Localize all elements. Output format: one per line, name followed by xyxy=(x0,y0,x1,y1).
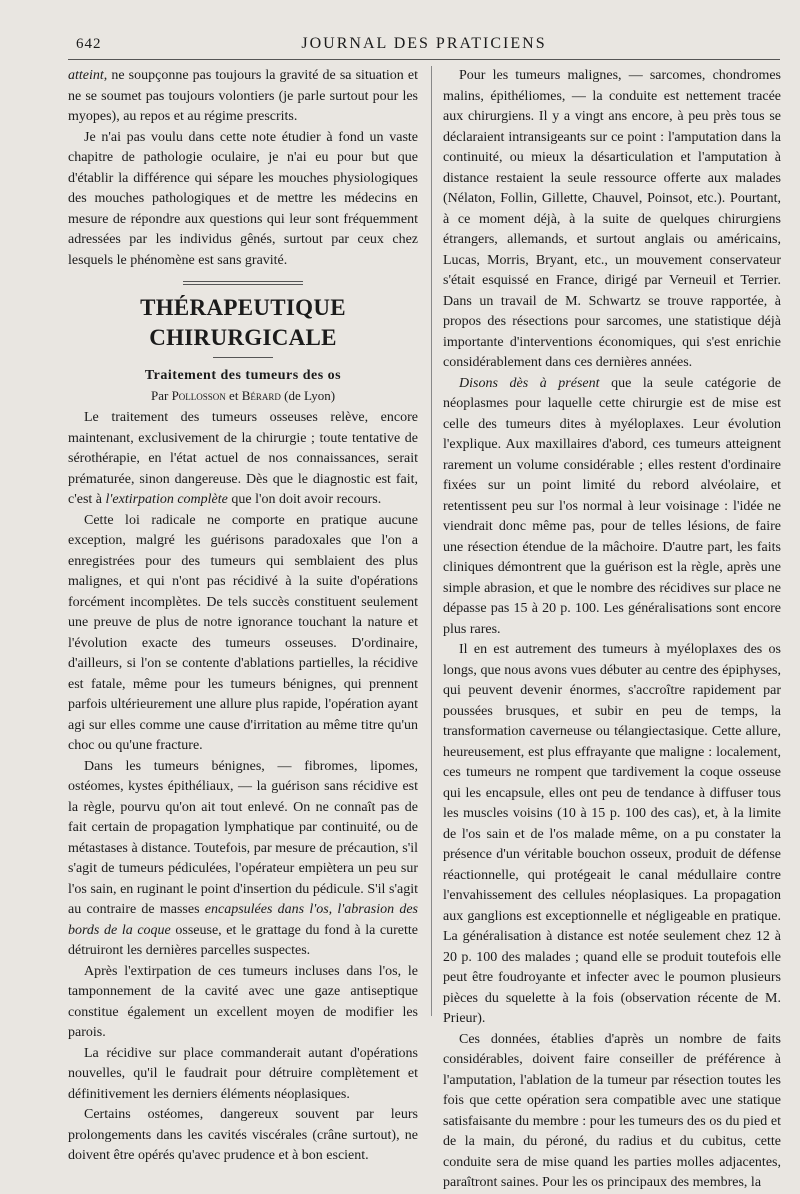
journal-title: JOURNAL DES PRATICIENS xyxy=(301,35,547,52)
byline-suffix: (de Lyon) xyxy=(284,388,336,403)
page-number: 642 xyxy=(76,36,102,52)
p3-italic: encapsulées dans l'os, l'abrasion des bords de la coque xyxy=(68,902,418,938)
byline-prefix: Par xyxy=(150,388,169,403)
right-paragraph-3: Il en est autrement des tumeurs à myéloplaxes des os longs, que nous avons vues débuter au centre des épiphyses, qui peuvent devenir énormes, s'accroître rapidement par poussées brusques, et subir en peu de temps, la transformation caverneuse ou télangiectasique. Cette allure, heureusement, est plus effrayante que maligne : localement, ces tumeurs ne rompent que tardivement la coque osseuse qui les encapsule, elles ont peu de tendance à diffuser tous les muscles voisins (10 à 15 p. 100 des cas), et, à la limite de l'os sain et de l'os malade même, on a pu constater la présence d'un véritable bouchon osseux, produit de défense réactionnelle, qui protégeait le canal médullaire contre l'envahissement des cellules néoplasiques. La propagation aux ganglions est exceptionnelle et négligeable en pratique. La généralisation à distance est notée seulement chez 12 à 20 p. 100 des malades ; quand elle se produit toutefois elle peut être foudroyante et infecter avec le poumon plusieurs pièces du squelette à la fois (observation récente de M. Prieur). xyxy=(443,642,781,1026)
author-berard: Bérard xyxy=(241,388,281,403)
page-header xyxy=(68,34,780,56)
p1-end: que l'on doit avoir recours. xyxy=(227,492,382,507)
right-p2-italic: Disons dès à présent xyxy=(459,375,600,391)
section-ornament xyxy=(183,281,303,285)
paragraph-6: Certains ostéomes, dangereux souvent par leurs prolongements dans les cavités viscérales (crâne surtout), ne doivent être opérés qu'avec prudence et à bon escient. xyxy=(68,1107,418,1163)
note-paragraph: Je n'ai pas voulu dans cette note étudier à fond un vaste chapitre de pathologie oculaire, je n'ai eu pour but que d'établir la différence qui sépare les mouches physiologiques des mouches pathologiques et de mettre les médecins en mesure de répondre aux questions qui leur sont fréquemment adressées par les individus gênés, surtout par ceux chez lesquels le phénomène est sans gravité. xyxy=(68,129,418,268)
intro-paragraph xyxy=(68,66,418,128)
p3-start: Dans les tumeurs bénignes, — fibromes, lipomes, ostéomes, kystes épithéliaux, — la guérison sans récidive est la règle, pourvu qu'on ait tout enlevé. On ne connaît pas de fait certain de propagation lymphatique par continuité, ou de métastases à distance. Toutefois, par mesure de précaution, s'il s'agit de tumeurs pédiculées, l'opérateur empiètera un peu sur l'os sain, en ruginant le point d'insertion du pédicule. S'il s'agit au contraire de masses xyxy=(68,758,418,917)
article-title: Traitement des tumeurs des os xyxy=(144,368,342,383)
intro-rest: , ne soupçonne pas toujours la gravité de sa situation et ne se soumet pas toujours volontiers (je parle surtout pour les myopes), au repos et au régime prescrits. xyxy=(68,68,418,124)
title-rule xyxy=(213,357,273,358)
p3-end: osseuse, et le grattage du fond à la curette détruiront les dernières parcelles suspectes. xyxy=(68,922,418,958)
paragraph-4: Après l'extirpation de ces tumeurs incluses dans l'os, le tamponnement de la cavité avec une gaze antiseptique constitue également un excellent moyen de modifier les parois. xyxy=(68,963,418,1040)
right-column xyxy=(443,66,781,1194)
right-paragraph-4: Ces données, établies d'après un nombre de faits considérables, doivent faire conseiller de préférence à l'amputation, l'ablation de la tumeur par résection toutes les fois que cette opération sera compatible avec une statique satisfaisante du membre : pour les tumeurs des os du pied et de la main, du péroné, du radius et du cubitus, cette conduite sera de mise quand les parties molles adjacentes, paraîtront saines. Pour les os principaux des membres, la xyxy=(443,1031,781,1190)
left-column xyxy=(68,66,418,1167)
paragraph-2: Cette loi radicale ne comporte en pratique aucune exception, malgré les guérisons paradoxales que l'on a enregistrées pour des tumeurs qui semblaient des plus malignes, et qui n'ont pas récidivé à la suite d'opérations forcément incomplètes. De tels succès constituent seulement une preuve de plus de notre ignorance touchant la nature et l'évolution exacte des tumeurs osseuses. D'ordinaire, d'ailleurs, si l'on se contente d'ablations partielles, la récidive est fatale, même pour les tumeurs bénignes, qui prennent parfois ultérieurement une allure plus rapide, l'opération ayant agi sur elles comme une cause d'irritation au même titre qu'un choc ou qu'une fracture. xyxy=(68,512,418,753)
right-paragraph-1: Pour les tumeurs malignes, — sarcomes, chondromes malins, épithéliomes, — la conduite est nettement tracée aux chirurgiens. Il y a vingt ans encore, à peu près tous se déclaraient intransigeants sur ce point : l'amputation dans la continuité, ou mieux la désarticulation et l'amputation à distance restaient la seule ressource offerte aux malades (Nélaton, Follin, Gillette, Chauvel, Poinsot, etc.). Pourtant, à ce moment déjà, à la suite de quelques chirurgiens étrangers, allemands, et surtout anglais ou américains, Lucas, Morris, Bryant, etc., un mouvement conservateur s'était esquissé en France, dirigé par Verneuil et Terrier. Dans un travail de M. Schwartz se trouve rapportée, à propos des résections pour sarcomes, une statistique déjà importante d'interventions économiques, qui s'est enrichie considérablement dans ces dernières années. xyxy=(443,68,781,370)
header-rule xyxy=(68,59,780,60)
author-pollosson: Pollosson xyxy=(171,388,226,403)
column-divider xyxy=(431,66,432,1016)
right-paragraph-2 xyxy=(443,374,781,641)
p1-italic: l'extirpation complète xyxy=(105,492,228,507)
paragraph-3 xyxy=(68,757,418,962)
byline-and: et xyxy=(229,388,239,403)
p1-start: Le traitement des tumeurs osseuses relève, encore maintenant, exclusivement de la chirurgie ; toute tentative de sérothérapie, en l'état actuel de nos connaissances, serait prématurée, sinon dangereuse. Dès que le diagnostic est fait, c'est à xyxy=(68,410,418,507)
intro-italic: atteint xyxy=(68,68,104,83)
byline xyxy=(68,386,418,406)
paragraph-5: La récidive sur place commanderait autant d'opérations nouvelles, qu'il le faudrait pour détruire complètement et définitivement les derniers éléments néoplasiques. xyxy=(68,1045,418,1102)
section-title: THÉRAPEUTIQUE CHIRURGICALE xyxy=(140,295,346,350)
right-p2-rest: que la seule catégorie de néoplasmes pour laquelle cette chirurgie est de mise est celle des tumeurs dites à myéloplaxes. Leur évolution l'explique. Aux maxillaires d'abord, ces tumeurs atteignent rarement un volume considérable ; elles restent d'ordinaire fixées sur un point limité du rebord alvéolaire, et retentissent peu sur l'os normal à leur voisinage : l'idée ne viendrait donc même pas, pour de telles lésions, de faire une résection étendue de la mâchoire. D'autre part, les faits cliniques démontrent que la guérison est la règle, après une simple abrasion, et que le nombre des récidives sur place ne dépasse pas 15 à 20 p. 100. Les généralisations sont encore plus rares. xyxy=(443,375,781,637)
paragraph-1 xyxy=(68,408,418,511)
